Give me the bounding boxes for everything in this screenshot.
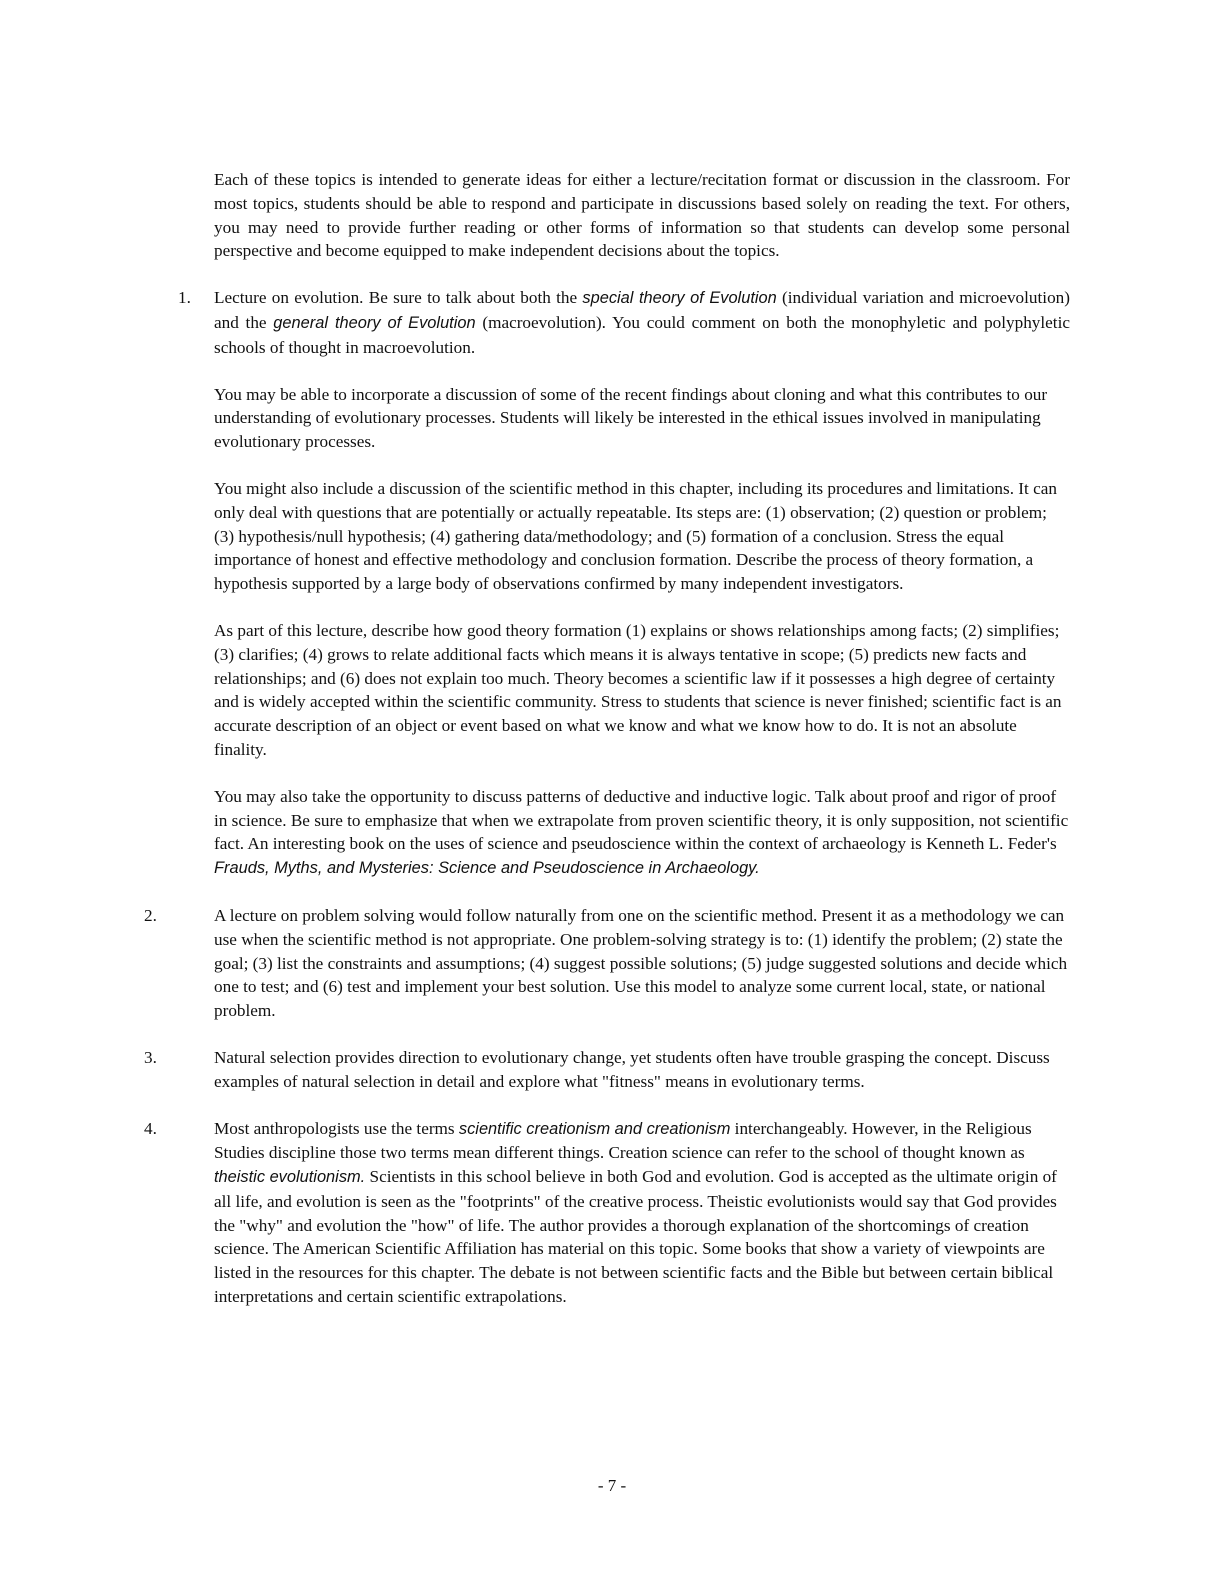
text-run: Most anthropologists use the terms <box>214 1118 459 1138</box>
text-run: interchangeably. However, in the Religious Studies discipline those two terms mean different things. Creation science can refer to the school of thought known as <box>214 1118 1032 1163</box>
text-run: (individual variation and microevolution) and the <box>214 288 1070 332</box>
text-run: Scientists in this school believe in both God and evolution. God is accepted as the ultimate origin of all life, and evolution is seen as the "footprints" of the creative process. Theistic evolutionists would say that God provides the "why" and evolution the "how" of life. The author provides a thorough explanation of the shortcomings of creation science. The American Scientific Affiliation has material on this topic. Some books that show a variety of viewpoints are listed in the resources for this chapter. The debate is not between scientific facts and the Bible but between certain biblical interpretations and certain scientific extrapolations. <box>214 1167 1057 1307</box>
page-number: - 7 - <box>597 1476 627 1495</box>
item-number: 4. <box>144 1118 157 1138</box>
text-run: Lecture on evolution. Be sure to talk about both the <box>214 288 583 308</box>
italic-term: general theory of Evolution <box>273 313 476 332</box>
text-run: (macroevolution). You could comment on both the monophyletic and polyphyletic schools of thought in macroevolution. <box>214 312 1070 357</box>
item-number: 1. <box>178 288 191 308</box>
item-1-paragraph-5 <box>214 785 1070 881</box>
list-item-4 <box>144 1117 1070 1309</box>
item-1-paragraph-4: As part of this lecture, describe how good theory formation (1) explains or shows relationships among facts; (2) simplifies; (3) clarifies; (4) grows to relate additional facts which means it is always tentative in scope; (5) predicts new facts and relationships; and (6) does not explain too much. Theory becomes a scientific law if it possesses a high degree of certainty and is widely accepted within the scientific community. Stress to students that science is never finished; scientific fact is an accurate description of an object or event based on what we know and what we know how to do. It is not an absolute finality. <box>214 620 1062 759</box>
list-item-3 <box>144 1046 1070 1094</box>
italic-term: special theory of Evolution <box>582 289 777 308</box>
item-3-paragraph: Natural selection provides direction to evolutionary change, yet students often have trouble grasping the concept. Discuss examples of natural selection in detail and explore what "fitness" means in evolutionary terms. <box>214 1047 1050 1091</box>
item-2-paragraph: A lecture on problem solving would follow naturally from one on the scientific method. Present it as a methodology we can use when the scientific method is not appropriate. One problem-solving strategy is to: (1) identify the problem; (2) state the goal; (3) list the constraints and assumptions; (4) suggest possible solutions; (5) judge suggested solutions and decide which one to test; and (6) test and implement your best solution. Use this model to analyze some current local, state, or national problem. <box>214 905 1068 1021</box>
list-item-1 <box>178 286 1070 881</box>
book-title: Frauds, Myths, and Mysteries: Science and Pseudoscience in Archaeology. <box>214 859 760 878</box>
item-number: 3. <box>144 1047 157 1067</box>
list-item-2 <box>144 904 1070 1023</box>
text-run: You may also take the opportunity to discuss patterns of deductive and inductive logic. Talk about proof and rigor of proof in science. Be sure to emphasize that when we extrapolate from proven scientific theory, it is only supposition, not scientific fact. An interesting book on the uses of science and pseudoscience within the context of archaeology is Kenneth L. Feder's <box>214 786 1069 854</box>
italic-term: scientific creationism and creationism <box>458 1119 731 1138</box>
item-1-paragraph-1 <box>214 286 1070 359</box>
intro-paragraph: Each of these topics is intended to generate ideas for either a lecture/recitation format or discussion in the classroom. For most topics, students should be able to respond and participate in discussions based solely on reading the text. For others, you may need to provide further reading or other forms of information so that students can develop some personal perspective and become equipped to make independent decisions about the topics. <box>214 170 1070 261</box>
item-1-paragraph-3: You might also include a discussion of the scientific method in this chapter, including its procedures and limitations. It can only deal with questions that are potentially or actually repeatable. Its steps are: (1) observation; (2) question or problem; (3) hypothesis/null hypothesis; (4) gathering data/methodology; and (5) formation of a conclusion. Stress the equal importance of honest and effective methodology and conclusion formation. Describe the process of theory formation, a hypothesis supported by a large body of observations confirmed by many independent investigators. <box>214 478 1057 594</box>
italic-term: theistic evolutionism. <box>214 1168 366 1187</box>
document-body <box>144 168 1070 1309</box>
item-4-paragraph <box>214 1117 1070 1309</box>
item-1-paragraph-2: You may be able to incorporate a discussion of some of the recent findings about cloning and what this contributes to our understanding of evolutionary processes. Students will likely be interested in the ethical issues involved in manipulating evolutionary processes. <box>214 384 1048 452</box>
item-number: 2. <box>144 905 157 925</box>
